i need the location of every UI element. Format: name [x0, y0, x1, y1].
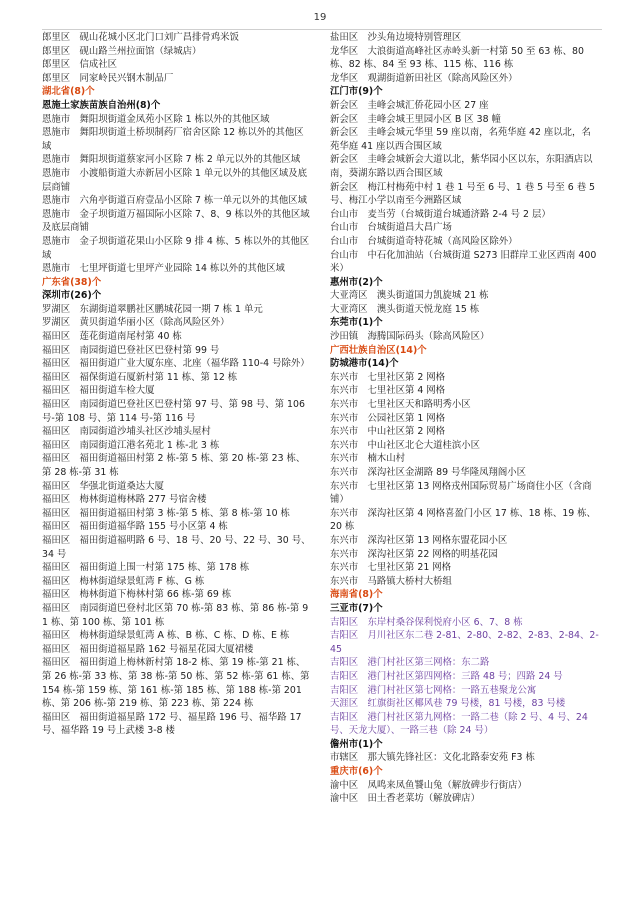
area-entry: 东兴市 七里社区第 13 网格戎州国际贸易广场商住小区（含商铺） — [330, 480, 592, 506]
area-entry: 福田区 福田街道车检大厦 — [42, 385, 155, 397]
area-entry: 福田区 福田街道福明路 6 号、18 号、20 号、22 号、30 号、34 号 — [42, 534, 311, 560]
area-entry: 东兴市 楠木山村 — [330, 453, 406, 465]
right-column — [330, 31, 600, 806]
page-number: 19 — [313, 12, 327, 23]
city-heading: 防城港市(14)个 — [330, 358, 399, 370]
area-entry: 福田区 福田街道上围一村第 175 栋、第 178 栋 — [42, 562, 250, 574]
area-entry: 新会区 梅江村梅苑中村 1 巷 1 号至 6 号、1 巷 5 号至 6 巷 5 号、梅江小学以南至今洲路区域 — [330, 181, 596, 207]
province-heading: 广东省(38)个 — [42, 276, 102, 288]
area-entry: 恩施市 六角亭街道百府壹品小区除 7 栋一单元以外的其他区域 — [42, 195, 308, 207]
area-entry: 福田区 南园街道巴登社区巴登村第 97 号、第 98 号、第 106 号-第 108 号、第 114 号-第 116 号 — [42, 399, 305, 424]
province-heading: 重庆市(6)个 — [330, 766, 383, 778]
area-entry: 福田区 南园街道巴登社区巴登村第 99 号 — [42, 344, 220, 356]
area-entry: 福田区 梅林街道绿景虹湾 F 栋、G 栋 — [42, 575, 205, 587]
area-entry: 盐田区 沙头角边境特别管理区 — [330, 32, 462, 43]
area-entry: 福田区 梅林街道梅林路 277 号宿舍楼 — [42, 494, 207, 506]
area-entry: 福田区 福田街道福星路 172 号、福星路 196 号、福华路 17 号、福华路 19 号上武楼 3-8 楼 — [42, 711, 302, 737]
area-entry: 东兴市 深沟社区第 13 网格东盟花园小区 — [330, 534, 508, 546]
area-entry: 罗湖区 黄贝街道华丽小区（除高风险区外） — [42, 317, 230, 329]
area-entry: 东兴市 中山社区第 2 网格 — [330, 426, 446, 438]
area-entry: 福田区 福田街道福田村第 3 栋-第 5 栋、第 8 栋-第 10 栋 — [42, 507, 290, 519]
province-heading: 海南省(8)个 — [330, 589, 383, 601]
area-entry: 福田区 梅林街道下梅林村第 66 栋-第 69 栋 — [42, 589, 232, 601]
area-entry-highlight: 吉阳区 东岸村桑谷保利悦府小区 6、7、8 栋 — [330, 616, 523, 628]
area-entry: 恩施市 金子坝街道花果山小区除 9 排 4 栋、5 栋以外的其他区域 — [42, 235, 310, 261]
area-entry: 新会区 圭峰会城汇侨花园小区 27 座 — [330, 99, 489, 111]
area-entry: 东兴市 马路镇大桥村大桥组 — [330, 575, 452, 587]
area-entry: 台山市 台城街道昌大昌广场 — [330, 222, 452, 234]
area-entry: 东兴市 七里社区第 21 网格 — [330, 562, 452, 574]
area-entry: 渝中区 凤鸣来凤鱼饕山兔（解放碑步行街店） — [330, 779, 527, 791]
area-entry: 市辖区 那大镇先锋社区：文化北路泰安苑 F3 栋 — [330, 752, 535, 764]
area-entry: 台山市 中石化加油站（台城街道 S273 旧群岸工业区西南 400 米） — [330, 249, 597, 275]
area-entry: 东兴市 深沟社区第 22 网格的明基花园 — [330, 548, 498, 560]
area-entry: 新会区 圭峰会城元华里 59 座以南，名苑华庭 42 座以北，名苑华庭 41 座以西合围区域 — [330, 127, 591, 152]
area-entry: 郎里区 砚山路兰州拉面馆（绿城店） — [42, 45, 202, 57]
area-entry: 东兴市 七里社区第 4 网格 — [330, 385, 446, 397]
area-entry: 福田区 华强北街道桑达大厦 — [42, 480, 164, 492]
city-heading: 惠州市(2)个 — [330, 276, 383, 288]
area-entry: 郎里区 同家岭民兴钢木制品厂 — [42, 72, 174, 84]
area-entry: 沙田镇 海腾国际码头（除高风险区） — [330, 331, 490, 343]
area-entry: 恩施市 七里坪街道七里坪产业园除 14 栋以外的其他区域 — [42, 263, 285, 275]
area-entry: 福田区 福田街道福田村第 2 栋-第 5 栋、第 20 栋-第 23 栋、第 28 栋-第 31 栋 — [42, 453, 306, 478]
area-entry: 福田区 福田街道福星路 162 号福星花园大厦裙楼 — [42, 643, 254, 655]
city-heading: 儋州市(1)个 — [330, 738, 383, 750]
header-divider — [42, 29, 602, 30]
area-entry: 渝中区 田土香老菜坊（解放碑店） — [330, 793, 481, 805]
area-entry-highlight: 吉阳区 港门村社区第三网格：东二路 — [330, 657, 490, 669]
city-heading: 东莞市(1)个 — [330, 317, 383, 329]
area-entry: 东兴市 中山社区北仑大道桂滨小区 — [330, 439, 481, 451]
area-entry: 福田区 福田街道广业大厦东座、北座（福华路 110-4 号除外） — [42, 358, 310, 370]
area-entry: 大亚湾区 澳头街道天悦龙庭 15 栋 — [330, 303, 480, 315]
area-entry: 恩施市 小渡船街道大赤新居小区除 1 单元以外的其他区域及底层商铺 — [42, 167, 308, 193]
area-entry: 福田区 莲花街道南尾村第 40 栋 — [42, 331, 182, 343]
area-entry: 龙华区 观湖街道新田社区（除高风险区外） — [330, 72, 518, 84]
area-entry-highlight: 吉阳区 月川社区东二巷 2-81、2-80、2-82、2-83、2-84、2-45 — [330, 630, 599, 655]
area-entry: 福田区 福田街道福华路 155 号小区第 4 栋 — [42, 521, 228, 533]
city-heading: 三亚市(7)个 — [330, 602, 383, 614]
area-entry: 新会区 圭峰会城新会大道以北，紫华园小区以东，东阳酒店以南，葵湖东路以西合围区域 — [330, 154, 593, 179]
area-entry: 恩施市 金子坝街道万福国际小区除 7、8、9 栋以外的其他区域及底层商铺 — [42, 208, 310, 234]
area-entry: 福田区 南园街道江港名苑北 1 栋-北 3 栋 — [42, 439, 220, 451]
area-entry: 新会区 圭峰会城王里园小区 B 区 38 幢 — [330, 113, 501, 125]
area-entry-highlight: 吉阳区 港门村社区第七网格：一路五巷聚龙公寓 — [330, 684, 537, 696]
area-entry: 大亚湾区 澳头街道国力凯旋城 21 栋 — [330, 290, 489, 302]
left-column — [42, 31, 312, 738]
area-entry: 东兴市 七里社区第 2 网格 — [330, 371, 446, 383]
area-entry: 龙华区 大浪街道高峰社区赤岭头新一村第 50 至 63 栋、80 栋、82 栋、84 至 93 栋、115 栋、116 栋 — [330, 45, 584, 71]
area-entry: 郎里区 信成社区 — [42, 59, 118, 71]
area-entry: 台山市 台城街道奇特花城（高风险区除外） — [330, 235, 518, 247]
area-entry: 东兴市 深沟社区金湖路 89 号华隆凤翔阁小区 — [330, 467, 527, 478]
area-entry-highlight: 吉阳区 港门村社区第四网格：三路 48 号；四路 24 号 — [330, 670, 563, 682]
city-heading: 恩施土家族苗族自治州(8)个 — [42, 99, 161, 111]
area-entry: 恩施市 舞阳坝街道蔡家河小区除 7 栋 2 单元以外的其他区域 — [42, 154, 301, 166]
area-entry-highlight: 天涯区 红旗街社区椰风巷 79 号楼，81 号楼，83 号楼 — [330, 698, 566, 710]
area-entry: 福田区 南园街道沙埔头社区沙埔头屋村 — [42, 426, 211, 438]
area-entry: 罗湖区 东湖街道翠鹏社区鹏城花园一期 7 栋 1 单元 — [42, 303, 263, 315]
area-entry: 福田区 南园街道巴登村北区第 70 栋-第 83 栋、第 86 栋-第 91 栋、第 100 栋、第 101 栋 — [42, 602, 309, 628]
area-entry: 福田区 梅林街道绿景虹湾 A 栋、B 栋、C 栋、D 栋、E 栋 — [42, 630, 290, 642]
area-entry: 东兴市 公园社区第 1 网格 — [330, 412, 446, 424]
city-heading: 江门市(9)个 — [330, 86, 383, 98]
area-entry: 台山市 麦当劳（台城街道台城通济路 2-4 号 2 层） — [330, 208, 551, 220]
province-heading: 广西壮族自治区(14)个 — [330, 344, 427, 356]
area-entry: 恩施市 舞阳坝街道土桥坝制药厂宿舍区除 12 栋以外的其他区域 — [42, 127, 304, 152]
area-entry: 福田区 福保街道石厦新村第 11 栋、第 12 栋 — [42, 371, 238, 383]
area-entry: 福田区 福田街道上梅林新村第 18-2 栋、第 19 栋-第 21 栋、第 26 栋-第 33 栋、第 38 栋-第 50 栋、第 52 栋-第 61 栋、第 154 栋-第 159 栋、第 161 栋-第 185 栋、第 188 栋-第 201 栋、第 206 栋-第 219 栋、第 223 栋、第 224 栋 — [42, 657, 310, 710]
province-heading: 湖北省(8)个 — [42, 86, 95, 98]
area-entry-highlight: 吉阳区 港门村社区第九网格：一路二巷（除 2 号、4 号、24 号、天龙大厦）、一路三巷（除 24 号） — [330, 711, 588, 737]
area-entry: 恩施市 舞阳坝街道金凤苑小区除 1 栋以外的其他区域 — [42, 113, 270, 125]
area-entry: 郎里区 砚山花城小区北门口刘广昌排骨鸡米饭 — [42, 32, 239, 43]
area-entry: 东兴市 深沟社区第 4 网格喜盈门小区 17 栋、18 栋、19 栋、20 栋 — [330, 507, 596, 533]
city-heading: 深圳市(26)个 — [42, 290, 102, 302]
area-entry: 东兴市 七里社区天和路明秀小区 — [330, 399, 471, 411]
